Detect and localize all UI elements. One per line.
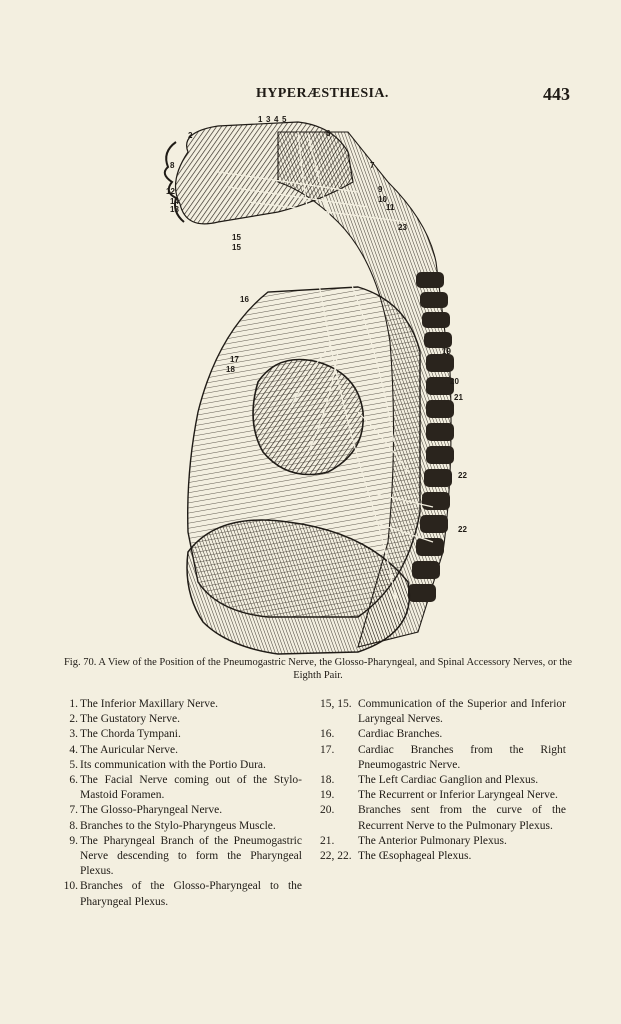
legend-item — [58, 819, 302, 834]
legend-item — [58, 727, 302, 742]
svg-text:7: 7 — [370, 161, 375, 170]
legend-text: The Auricular Nerve. — [80, 743, 179, 756]
figure-caption: Fig. 70. A View of the Position of the Pneumogastric Nerve, the Glosso-Pharyngeal, and Spinal Accessory Nerves, or the Eighth Pair. — [63, 657, 573, 681]
page-number: 443 — [543, 84, 570, 104]
svg-text:22: 22 — [458, 471, 467, 480]
svg-text:3: 3 — [266, 115, 271, 124]
legend-item — [58, 712, 302, 727]
legend-number: 15, 15. — [320, 698, 352, 710]
nerve-engraving — [158, 112, 468, 660]
legend-number: 19. — [320, 789, 335, 802]
legend-text: The Anterior Pulmonary Plexus. — [358, 834, 507, 847]
legend-number: 1. — [69, 698, 78, 710]
legend-number: 5. — [69, 758, 78, 771]
legend-item — [58, 773, 302, 803]
legend-item — [320, 849, 566, 864]
legend-text: The Facial Nerve coming out of the Stylo-Mastoid Foramen. — [80, 774, 302, 802]
legend-text: The Gustatory Nerve. — [80, 713, 180, 726]
legend-text: Cardiac Branches. — [358, 728, 443, 741]
svg-text:13: 13 — [170, 205, 179, 214]
svg-text:15: 15 — [232, 243, 241, 252]
svg-text:12: 12 — [166, 187, 175, 196]
svg-text:6: 6 — [326, 129, 331, 138]
svg-text:14: 14 — [170, 197, 179, 206]
legend-text: Its communication with the Portio Dura. — [80, 758, 266, 771]
svg-text:21: 21 — [454, 393, 463, 402]
legend-item — [58, 879, 302, 909]
legend-number: 9. — [69, 834, 78, 847]
svg-text:23: 23 — [398, 223, 407, 232]
svg-text:2: 2 — [188, 131, 193, 140]
svg-text:16: 16 — [240, 295, 249, 304]
legend-text: The Left Cardiac Ganglion and Plexus. — [358, 774, 539, 787]
legend-item — [320, 727, 566, 742]
svg-text:5: 5 — [282, 115, 287, 124]
legend-number: 4. — [69, 743, 78, 756]
legend-text: Cardiac Branches from the Right Pneumogastric Nerve. — [358, 743, 566, 771]
legend-item — [58, 834, 302, 880]
legend-text: The Inferior Maxillary Nerve. — [80, 698, 218, 710]
running-head — [230, 86, 570, 106]
legend-item — [58, 743, 302, 758]
legend-text: Communication of the Superior and Inferior Laryngeal Nerves. — [358, 698, 566, 726]
running-head-title: HYPERÆSTHESIA. — [256, 86, 389, 101]
legend-text: The Recurrent or Inferior Laryngeal Nerve. — [358, 789, 558, 802]
legend-number: 16. — [320, 728, 335, 741]
legend-text: Branches sent from the curve of the Recurrent Nerve to the Pulmonary Plexus. — [358, 804, 566, 832]
svg-text:17: 17 — [230, 355, 239, 364]
legend-item — [320, 834, 566, 849]
legend-item — [58, 758, 302, 773]
legend-item — [58, 697, 302, 712]
legend-item — [320, 773, 566, 788]
legend-text: Branches of the Glosso-Pharyngeal to the Pharyngeal Plexus. — [80, 880, 302, 908]
svg-text:4: 4 — [274, 115, 279, 124]
svg-text:22: 22 — [458, 525, 467, 534]
legend-text: Branches to the Stylo-Pharyngeus Muscle. — [80, 819, 276, 832]
legend-text: The Pharyngeal Branch of the Pneumogastric Nerve descending to form the Pharyngeal Plexus. — [80, 834, 302, 878]
legend-number: 20. — [320, 804, 335, 817]
legend-item — [320, 697, 566, 727]
legend-number: 22, 22. — [320, 850, 352, 863]
svg-text:19: 19 — [442, 347, 451, 356]
svg-text:8: 8 — [170, 161, 175, 170]
legend-number: 21. — [320, 834, 335, 847]
legend-number: 8. — [69, 819, 78, 832]
svg-text:15: 15 — [232, 233, 241, 242]
legend-number: 7. — [69, 804, 78, 817]
legend-item — [320, 743, 566, 773]
legend-item — [320, 788, 566, 803]
svg-text:1: 1 — [258, 115, 263, 124]
legend-number: 10. — [63, 880, 78, 893]
svg-text:18: 18 — [226, 365, 235, 374]
legend-right-column — [320, 697, 566, 864]
legend-text: The Œsophageal Plexus. — [358, 850, 472, 863]
legend-item — [58, 803, 302, 818]
legend-number: 2. — [69, 713, 78, 726]
legend-text: The Glosso-Pharyngeal Nerve. — [80, 804, 223, 817]
svg-text:10: 10 — [378, 195, 387, 204]
legend-number: 17. — [320, 743, 335, 756]
legend-left-column — [58, 697, 302, 910]
legend-number: 18. — [320, 774, 335, 787]
svg-text:11: 11 — [386, 203, 395, 212]
anatomical-illustration — [158, 112, 468, 660]
svg-text:20: 20 — [450, 377, 459, 386]
legend-number: 6. — [69, 774, 78, 787]
legend-item — [320, 803, 566, 833]
legend-number: 3. — [69, 728, 78, 741]
legend-text: The Chorda Tympani. — [80, 728, 181, 741]
svg-text:9: 9 — [378, 185, 383, 194]
